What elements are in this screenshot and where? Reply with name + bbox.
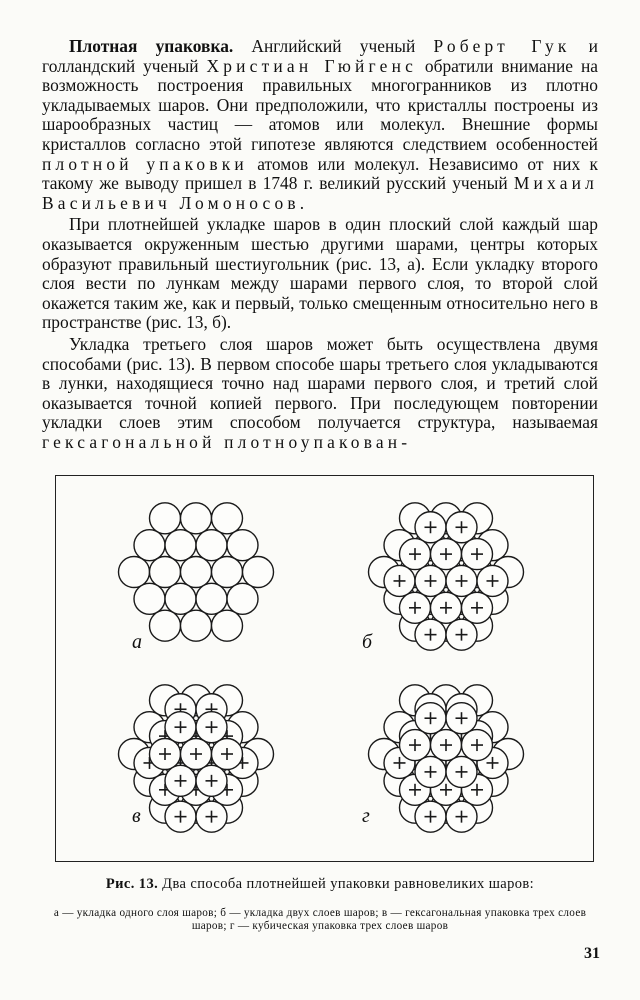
panel-label: г <box>362 805 370 827</box>
sphere-layer-1 <box>165 583 196 614</box>
caption-label: Рис. 13. <box>105 876 159 892</box>
person-name: Михаил Васильевич Ломоносов <box>42 173 598 213</box>
figure-legend: а — укладка одного слоя шаров; б — укладка двух слоев шаров; в — гексагональная упаковка трех слоев шаров; г — кубическая упаковка трех слоев шаров <box>53 907 587 932</box>
sphere-layer-1 <box>150 557 181 588</box>
caption-text: Два способа плотнейшей упаковки равновеликих шаров: <box>158 876 535 892</box>
text-run: Английский ученый <box>233 36 434 56</box>
panel-label: а <box>132 631 142 653</box>
sphere-layer-1 <box>212 610 243 641</box>
sphere-layer-1 <box>181 557 212 588</box>
sphere-layer-1 <box>243 557 274 588</box>
text-run: и голландский ученый <box>42 36 598 76</box>
sphere-layer-1 <box>196 583 227 614</box>
sphere-layer-1 <box>150 503 181 534</box>
sphere-layer-1 <box>134 583 165 614</box>
sphere-layer-1 <box>212 557 243 588</box>
page-number: 31 <box>584 945 600 962</box>
figure-caption <box>42 876 598 893</box>
text-run: атомов или молекул. Независимо от них к такому же выводу пришел в 1748 г. великий русский ученый <box>42 153 598 194</box>
spaced-term: плотной упаковки <box>42 153 248 174</box>
sphere-layer-1 <box>165 530 196 561</box>
panel-label: в <box>132 805 141 827</box>
sphere-layer-1 <box>150 610 181 641</box>
sphere-layer-1 <box>181 610 212 641</box>
paragraph-1 <box>42 37 598 213</box>
paragraph-2: При плотнейшей укладке шаров в один плоский слой каждый шар оказывается окруженным шестью другими шарами, центры которых образуют правильный шестиугольник (рис. 13, а). Если укладку второго слоя вести по лункам между шарами первого слоя, то второй слой окажется таким же, как и первый, только смещенным относительно него в пространстве (рис. 13, б). <box>42 214 598 333</box>
sphere-layer-1 <box>212 503 243 534</box>
main-text <box>42 37 598 454</box>
text-run: . <box>299 192 305 213</box>
sphere-layer-1 <box>227 583 258 614</box>
panel-label: б <box>362 631 373 653</box>
person-name: Христиан Гюйгенс <box>206 55 417 76</box>
paragraph-3 <box>42 335 598 453</box>
text-run: обратили внимание на возможность построения правильных многогранников из плотно укладываемых шаров. Они предположили, что кристаллы построены из шарообразных частиц — атомов или молекул. Внешние формы кристаллов согласно этой гипотезе являются следствием особенностей <box>42 55 598 154</box>
person-name: Роберт Гук <box>433 36 571 56</box>
sphere-packing-diagram <box>56 476 595 863</box>
sphere-layer-1 <box>227 530 258 561</box>
sphere-layer-1 <box>134 530 165 561</box>
sphere-layer-1 <box>196 530 227 561</box>
sphere-layer-1 <box>181 503 212 534</box>
text-run: Укладка третьего слоя шаров может быть осуществлена двумя способами (рис. 13). В первом способе шары третьего слоя укладываются в лунки, находящиеся точно над шарами первого слоя, и третий слой оказывается точной копией первого. При последующем повторении укладки слоев этим способом получается структура, называемая <box>42 333 598 433</box>
figure-13 <box>55 475 594 862</box>
section-heading: Плотная упаковка. <box>69 36 234 56</box>
sphere-layer-1 <box>119 557 150 588</box>
spaced-term: гексагональной плотноупакован- <box>42 431 412 452</box>
